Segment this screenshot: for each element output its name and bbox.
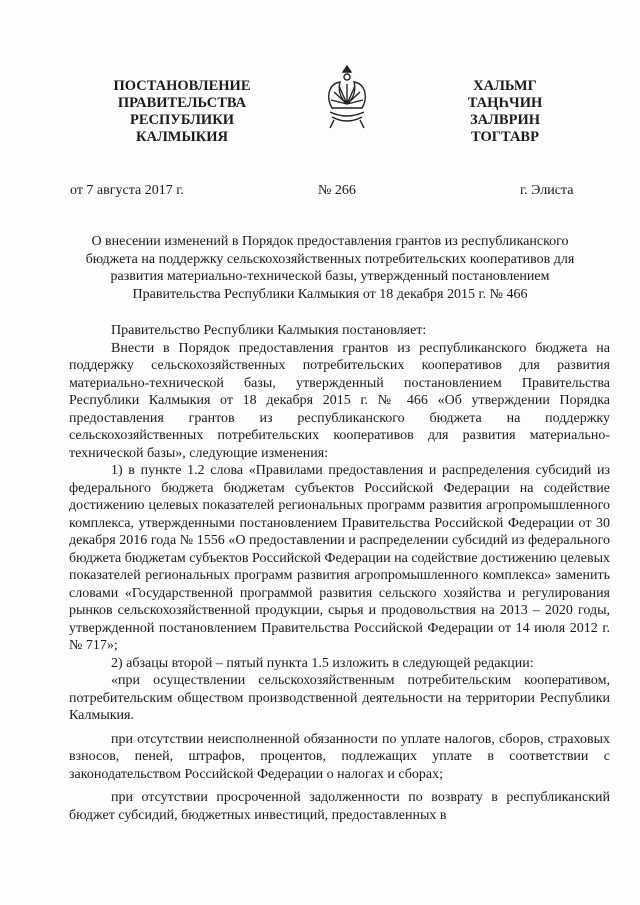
title-line: развития материально-технической базы, утвержденный постановлением [110,269,550,284]
title-line: Правительства Республики Калмыкия от 18 декабря 2015 г. № 466 [132,286,528,302]
paragraph: 2) абзацы второй – пятый пункта 1.5 изложить в следующей редакции: [111,655,534,671]
document-date: от 7 августа 2017 г. [70,183,184,198]
paragraph: Правительство Республики Калмыкия постановляет: [111,323,427,338]
document-number: № 266 [318,183,356,198]
document-city: г. Элиста [520,183,574,198]
kalmykia-emblem-icon [322,62,372,130]
paragraph: при отсутствии просроченной задолженности по возврату в республиканский бюджет субсидий, бюджетных инвестиций, предоставленных в [69,790,610,823]
document-body [69,322,610,824]
paragraph: Внести в Порядок предоставления грантов из республиканского бюджета на поддержку сельскохозяйственных потребительских кооперативов для развития материально-технической базы, утвержденный постановлением Правительства Республики Калмыкия от 18 декабря 2015 г. № 466 «Об утверждении Порядка предоставления грантов из республиканского бюджета на поддержку сельскохозяйственных потребительских кооперативов для развития материально-технической базы», следующие изменения: [69,340,610,461]
paragraph: 1) в пункте 1.2 слова «Правилами предоставления и распределения субсидий из федерального бюджета бюджетам субъектов Российской Федерации на содействие достижению целевых показателей региональных программ развития агропромышленного комплекса, утвержденными постановлением Правительства Российской Федерации от 30 декабря 2016 года № 1556 «О предоставлении и распределении субсидий из федерального бюджета бюджетам субъектов Российской Федерации на содействие достижению целевых показателей региональных программ развития агропромышленного комплекса» заменить словами «Государственной программой развития сельского хозяйства и регулирования рынков сельскохозяйственной продукции, сырья и продовольствия на 2013 – 2020 годы, утвержденной постановлением Правительства Российской Федерации от 14 июля 2012 г. № 717»; [69,463,610,653]
document-title [60,233,600,303]
header-left-title [92,78,272,146]
header-right-line: ЗАЛВРИН [469,112,540,128]
header-left-line: ПРАВИТЕЛЬСТВА [117,95,247,111]
title-line: О внесении изменений в Порядок предоставления грантов из республиканского [91,234,569,249]
paragraph: при отсутствии неисполненной обязанности по уплате налогов, сборов, страховых взносов, пеней, штрафов, процентов, подлежащих уплате в соответствии с законодательством Российской Федерации о налогах и сборах; [69,731,610,782]
header-right-title [450,78,560,146]
header-left-line: РЕСПУБЛИКИ [129,112,235,128]
header-right-line: ТОГТАВР [471,129,539,145]
title-line: бюджета на поддержку сельскохозяйственных потребительских кооперативов для [85,251,575,267]
header-left-line: КАЛМЫКИЯ [136,129,228,145]
header-right-line: ТАҢҺЧИН [467,95,543,111]
paragraph: «при осуществлении сельскохозяйственным потребительским кооперативом, потребительским обществом производственной деятельности на территории Республики Калмыкия. [69,673,610,723]
header-left-line: ПОСТАНОВЛЕНИЕ [113,78,251,94]
header-right-line: ХАЛЬМГ [473,78,537,94]
